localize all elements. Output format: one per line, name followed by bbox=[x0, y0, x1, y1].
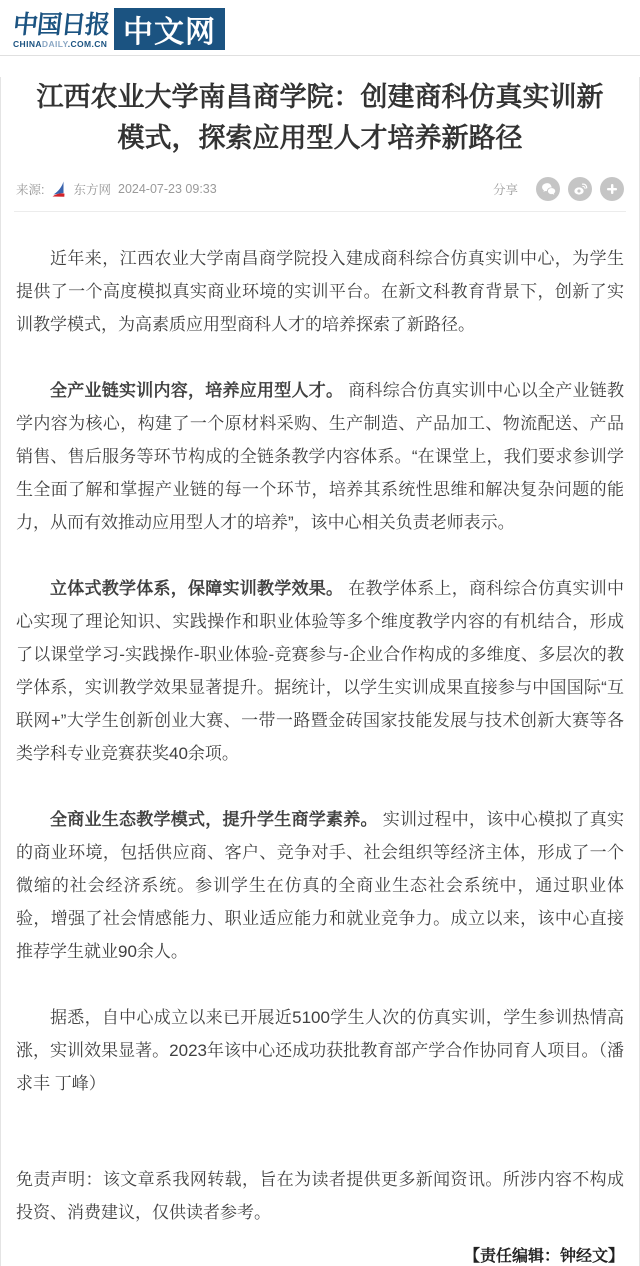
chinadaily-domain bbox=[13, 39, 109, 50]
paragraph-text: 实训过程中，该中心模拟了真实的商业环境，包括供应商、客户、竞争对手、社会组织等经济主体，形成了一个微缩的社会经济系统。参训学生在仿真的全商业生态社会系统中，通过职业体验，增强了社会情感能力、职业适应能力和就业竞争力。成立以来，该中心直接推荐学生就业90余人。 bbox=[16, 810, 624, 961]
editor-credit: 【责任编辑：钟经文】 bbox=[463, 1248, 624, 1265]
wechat-icon[interactable] bbox=[536, 177, 560, 201]
paragraph bbox=[16, 1001, 624, 1100]
paragraph-lead: 全商业生态教学模式，提升学生商学素养。 bbox=[50, 810, 378, 829]
domain-part: .COM.CN bbox=[67, 39, 108, 49]
paragraph bbox=[16, 374, 624, 539]
paragraph bbox=[16, 572, 624, 770]
article-meta-row bbox=[14, 176, 626, 202]
source-info bbox=[16, 180, 217, 198]
paragraph-lead: 全产业链实训内容，培养应用型人才。 bbox=[50, 381, 344, 400]
paragraph-lead: 立体式教学体系，保障实训教学效果。 bbox=[50, 579, 344, 598]
paragraph-text: 在教学体系上，商科综合仿真实训中心实现了理论知识、实践操作和职业体验等多个维度教学内容的有机结合，形成了以课堂学习-实践操作-职业体验-竞赛参与-企业合作构成的多维度、多层次的教学体系，实训教学效果显著提升。据统计，以学生实训成果直接参与中国国际“互联网+”大学生创新创业大赛、一带一路暨金砖国家技能发展与技术创新大赛等各类学科专业竞赛获奖40余项。 bbox=[16, 579, 624, 763]
site-header bbox=[0, 0, 640, 56]
weibo-icon[interactable] bbox=[568, 177, 592, 201]
paragraph-text: 近年来，江西农业大学南昌商学院投入建成商科综合仿真实训中心，为学生提供了一个高度模拟真实商业环境的实训平台。在新文科教育背景下，创新了实训教学模式，为高素质应用型商科人才的培养探索了新路径。 bbox=[16, 249, 624, 334]
source-label: 来源: bbox=[16, 183, 45, 197]
page-title: 江西农业大学南昌商学院：创建商科仿真实训新模式，探索应用型人才培养新路径 bbox=[36, 82, 604, 153]
plus-icon[interactable] bbox=[600, 177, 624, 201]
share-bar bbox=[493, 177, 624, 201]
article-body bbox=[14, 212, 626, 1100]
eastday-sail-icon bbox=[51, 181, 66, 198]
chinadaily-logo[interactable] bbox=[13, 8, 225, 50]
domain-part: DAILY bbox=[41, 39, 68, 49]
source-name: 东方网 bbox=[73, 183, 111, 197]
chinadaily-logo-left bbox=[13, 10, 109, 50]
paragraph bbox=[16, 242, 624, 341]
publish-datetime: 2024-07-23 09:33 bbox=[118, 182, 217, 196]
article-container bbox=[0, 77, 640, 1266]
paragraph bbox=[16, 803, 624, 968]
disclaimer: 免责声明：该文章系我网转载，旨在为读者提供更多新闻资讯。所涉内容不构成投资、消费建议，仅供读者参考。 bbox=[16, 1170, 624, 1222]
chinadaily-zhongwenwang-badge: 中文网 bbox=[114, 8, 225, 50]
share-label: 分享 bbox=[492, 183, 518, 197]
domain-part: CHINA bbox=[13, 39, 42, 49]
paragraph-text: 商科综合仿真实训中心以全产业链教学内容为核心，构建了一个原材料采购、生产制造、产品加工、物流配送、产品销售、售后服务等环节构成的全链条教学内容体系。“在课堂上，我们要求参训学生全面了解和掌握产业链的每一个环节，培养其系统性思维和解决复杂问题的能力，从而有效推动应用型人才的培养”，该中心相关负责老师表示。 bbox=[16, 381, 624, 532]
chinadaily-cn-title: 中国日报 bbox=[11, 12, 111, 39]
paragraph-text: 据悉，自中心成立以来已开展近5100学生人次的仿真实训，学生参训热情高涨，实训效果显著。2023年该中心还成功获批教育部产学合作协同育人项目。（潘求丰 丁峰） bbox=[16, 1008, 624, 1093]
